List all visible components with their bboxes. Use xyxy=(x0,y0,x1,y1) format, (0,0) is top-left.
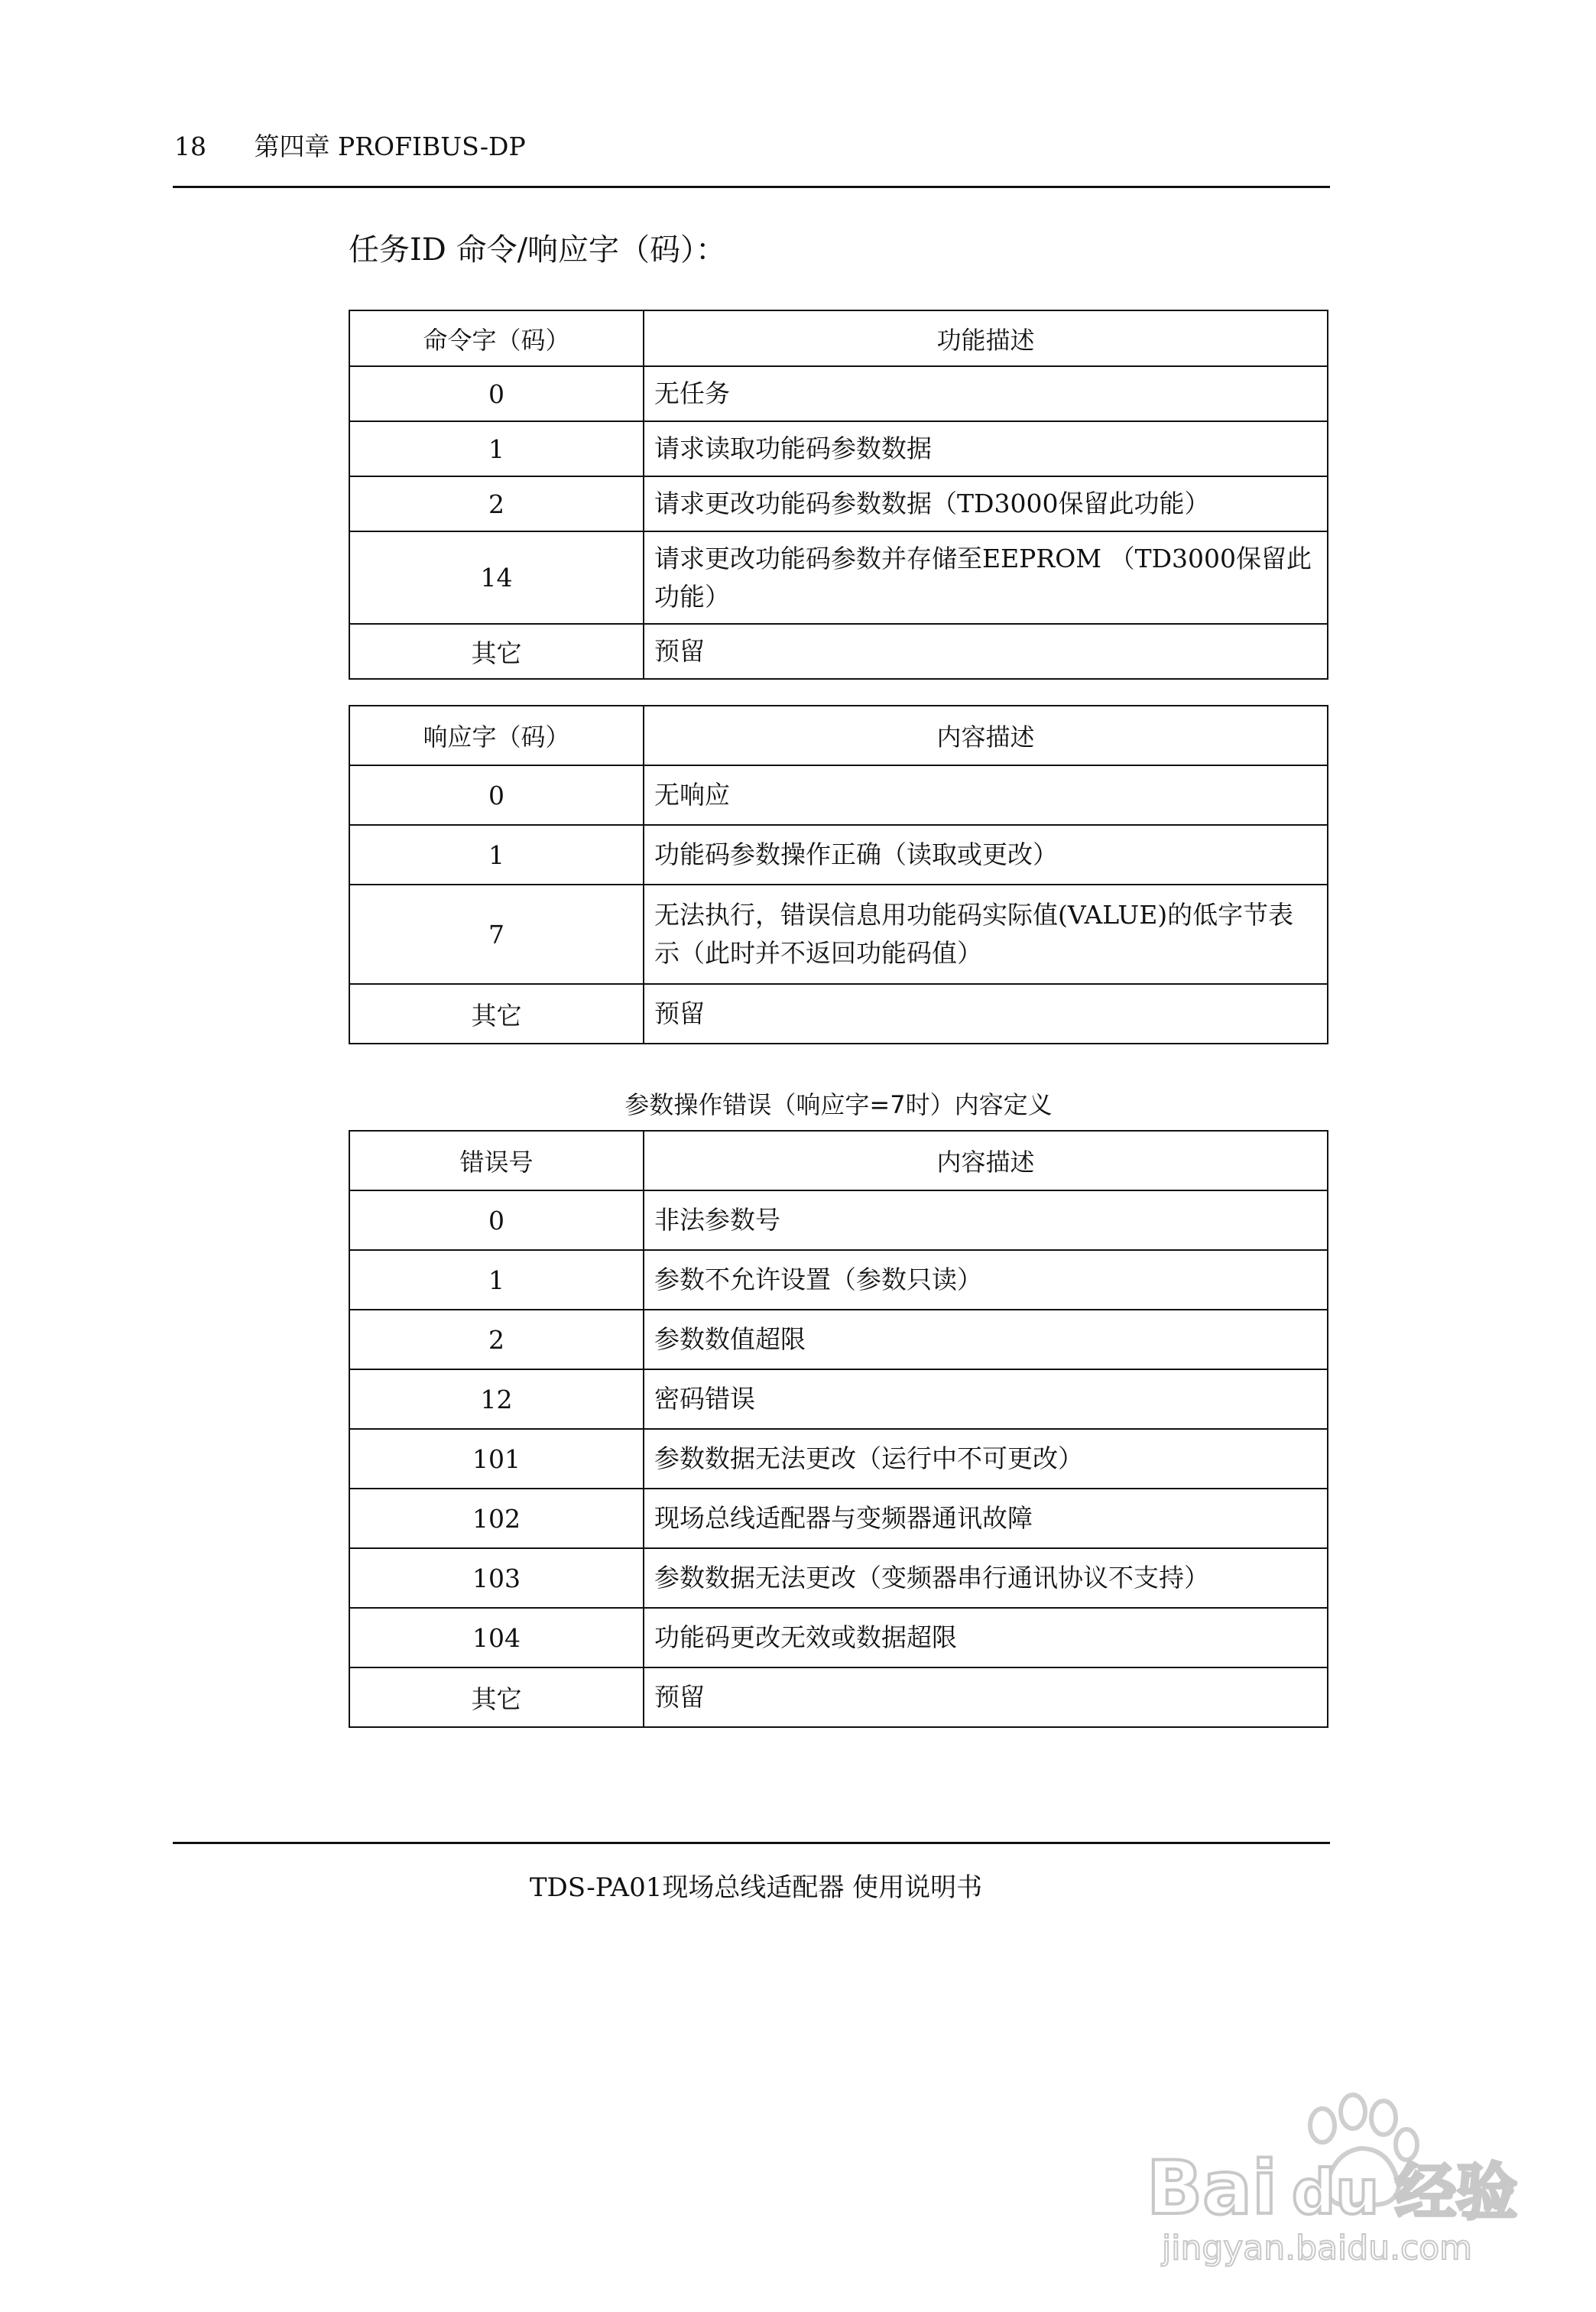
desc-cell: 参数数据无法更改（变频器串行通讯协议不支持） xyxy=(644,1548,1328,1608)
table-row xyxy=(349,1190,1328,1250)
table-header-row xyxy=(349,1131,1328,1190)
table-row xyxy=(349,1608,1328,1667)
table-row xyxy=(349,366,1328,421)
desc-cell: 功能码参数操作正确（读取或更改） xyxy=(644,825,1328,885)
code-cell: 2 xyxy=(349,1310,644,1369)
error-table-caption: 参数操作错误（响应字=7时）内容定义 xyxy=(624,1090,1053,1119)
code-cell: 103 xyxy=(349,1548,644,1608)
desc-cell: 预留 xyxy=(644,984,1328,1044)
column-header: 响应字（码） xyxy=(349,706,644,765)
table-row xyxy=(349,1250,1328,1310)
column-header: 错误号 xyxy=(349,1131,644,1190)
desc-cell: 现场总线适配器与变频器通讯故障 xyxy=(644,1489,1328,1548)
section-title: 任务ID 命令/响应字（码）： xyxy=(349,232,727,268)
desc-cell: 请求读取功能码参数数据 xyxy=(644,421,1328,476)
svg-text:du: du xyxy=(1292,2157,1380,2228)
code-cell: 104 xyxy=(349,1608,644,1667)
desc-cell: 功能码更改无效或数据超限 xyxy=(644,1608,1328,1667)
table-row xyxy=(349,1548,1328,1608)
column-header: 内容描述 xyxy=(644,1131,1328,1190)
column-header: 功能描述 xyxy=(644,310,1328,366)
code-cell: 2 xyxy=(349,476,644,531)
table-row xyxy=(349,531,1328,624)
header-rule xyxy=(173,186,1330,188)
code-cell: 1 xyxy=(349,1250,644,1310)
table-row xyxy=(349,765,1328,825)
table-row xyxy=(349,624,1328,679)
code-cell: 1 xyxy=(349,421,644,476)
page-header xyxy=(174,127,526,163)
table-header-row xyxy=(349,310,1328,366)
code-cell: 0 xyxy=(349,366,644,421)
table-row xyxy=(349,885,1328,984)
table-row xyxy=(349,476,1328,531)
table-row xyxy=(349,984,1328,1044)
table-row xyxy=(349,1310,1328,1369)
desc-cell: 预留 xyxy=(644,624,1328,679)
baidu-watermark-logo xyxy=(1131,2072,1544,2271)
desc-cell: 非法参数号 xyxy=(644,1190,1328,1250)
footer-text: TDS-PA01现场总线适配器 使用说明书 xyxy=(529,1872,983,1903)
watermark-brand: Bai xyxy=(1147,2145,1277,2231)
desc-cell: 无任务 xyxy=(644,366,1328,421)
desc-cell: 预留 xyxy=(644,1667,1328,1727)
desc-cell: 密码错误 xyxy=(644,1369,1328,1429)
page-number: 18 xyxy=(174,132,206,161)
code-cell: 7 xyxy=(349,885,644,984)
code-cell: 其它 xyxy=(349,984,644,1044)
table-row xyxy=(349,1369,1328,1429)
desc-cell: 请求更改功能码参数并存储至EEPROM （TD3000保留此功能） xyxy=(644,531,1328,624)
chapter-title: 第四章 PROFIBUS-DP xyxy=(254,132,526,161)
desc-cell: 参数不允许设置（参数只读） xyxy=(644,1250,1328,1310)
column-header: 内容描述 xyxy=(644,706,1328,765)
code-cell: 14 xyxy=(349,531,644,624)
page-footer xyxy=(0,1866,1596,1904)
code-cell: 101 xyxy=(349,1429,644,1489)
table-row xyxy=(349,825,1328,885)
footer-rule xyxy=(173,1842,1330,1844)
desc-cell: 无法执行，错误信息用功能码实际值(VALUE)的低字节表示（此时并不返回功能码值） xyxy=(644,885,1328,984)
command-table xyxy=(349,310,1328,680)
svg-text:经验: 经验 xyxy=(1395,2157,1517,2228)
code-cell: 1 xyxy=(349,825,644,885)
column-header: 命令字（码） xyxy=(349,310,644,366)
desc-cell: 参数数值超限 xyxy=(644,1310,1328,1369)
response-table xyxy=(349,705,1328,1044)
code-cell: 0 xyxy=(349,765,644,825)
watermark-url: jingyan.baidu.com xyxy=(1162,2229,1473,2268)
desc-cell: 请求更改功能码参数数据（TD3000保留此功能） xyxy=(644,476,1328,531)
code-cell: 其它 xyxy=(349,624,644,679)
table-row xyxy=(349,1489,1328,1548)
code-cell: 12 xyxy=(349,1369,644,1429)
desc-cell: 无响应 xyxy=(644,765,1328,825)
table-row xyxy=(349,1429,1328,1489)
table-row xyxy=(349,1667,1328,1727)
desc-cell: 参数数据无法更改（运行中不可更改） xyxy=(644,1429,1328,1489)
code-cell: 其它 xyxy=(349,1667,644,1727)
code-cell: 102 xyxy=(349,1489,644,1548)
error-table xyxy=(349,1130,1328,1728)
code-cell: 0 xyxy=(349,1190,644,1250)
table-header-row xyxy=(349,706,1328,765)
table-row xyxy=(349,421,1328,476)
